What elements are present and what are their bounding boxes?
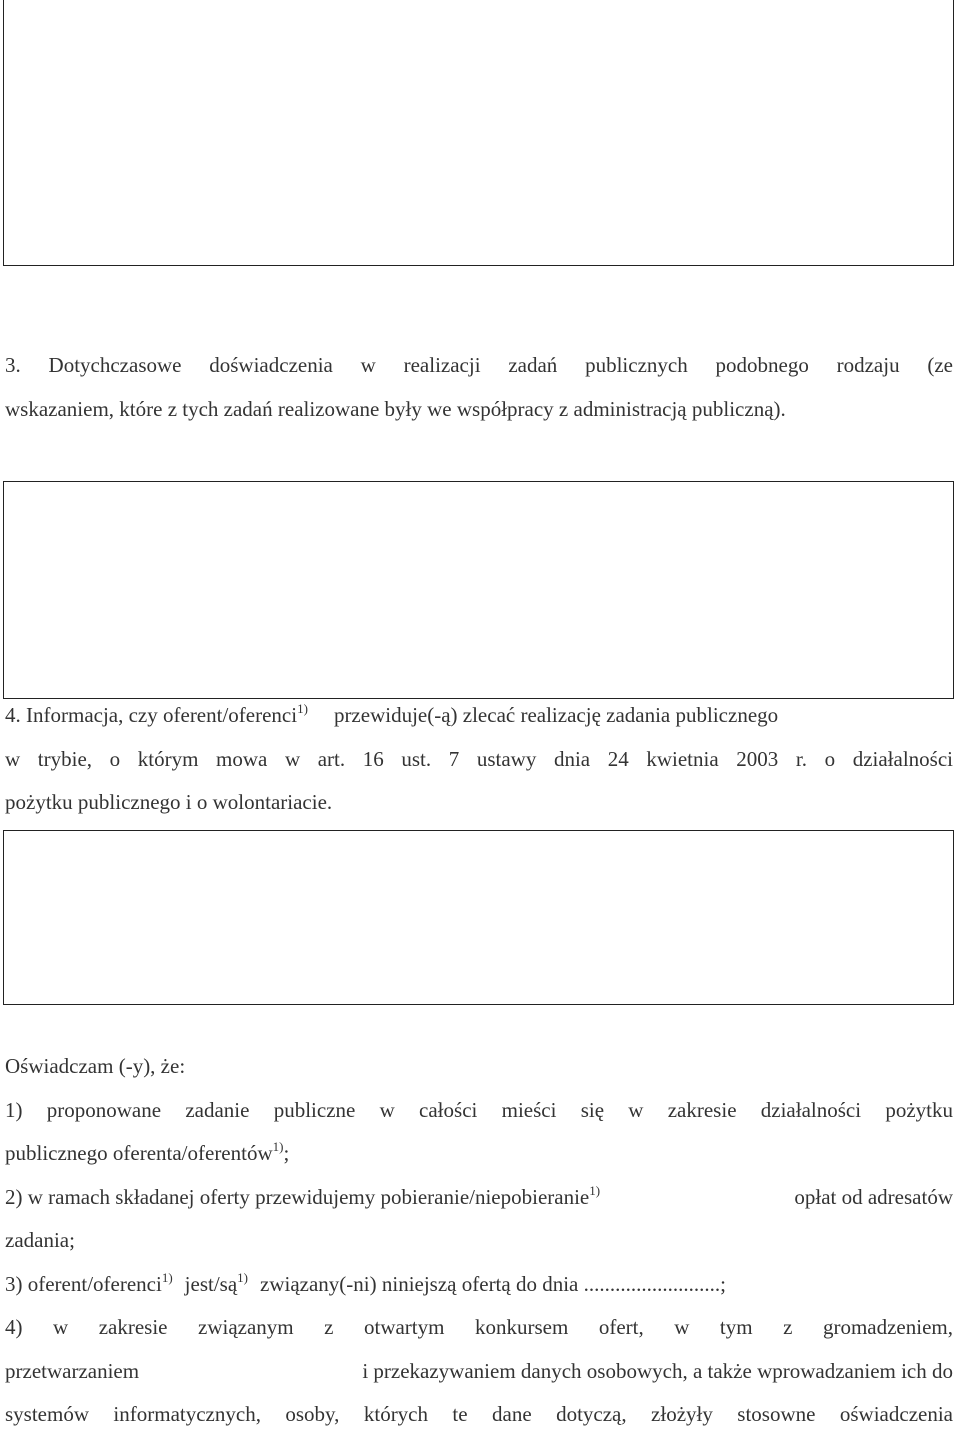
declaration-item-1-text: publicznego oferenta/oferentów	[5, 1141, 273, 1165]
declaration-item-2-text	[5, 1176, 600, 1220]
section-4-line-1	[5, 694, 953, 738]
declaration-item-4-line-2-start: przetwarzaniem	[5, 1358, 140, 1383]
footnote-ref: 1)	[161, 1269, 173, 1285]
declaration-item-2-text-end: opłat od adresatów	[794, 1184, 953, 1209]
footnote-ref: 1)	[589, 1182, 601, 1198]
declaration-item-4-line-2-end: i przekazywaniem danych osobowych, a także wprowadzaniem ich do	[362, 1358, 953, 1383]
section-4-line-1-start: 4. Informacja, czy oferent/oferenci	[5, 703, 298, 727]
section-4-line-3: pożytku publicznego i o wolontariacie.	[5, 790, 333, 814]
section-4	[5, 694, 953, 825]
declaration-item-4-line-3: systemów informatycznych, osoby, których te dane dotyczą, złożyły stosowne oświadczenia	[5, 1402, 953, 1426]
answer-box-3[interactable]	[3, 481, 954, 699]
declaration-item-3-c: związany(-ni) niniejszą ofertą do dnia ..........................;	[260, 1271, 726, 1296]
declaration-item-4-line-2	[5, 1350, 953, 1394]
answer-box-2[interactable]	[3, 0, 954, 266]
section-4-line-2: w trybie, o którym mowa w art. 16 ust. 7 ustawy dnia 24 kwietnia 2003 r. o działalności	[5, 746, 953, 771]
declaration-item-3-a: 3) oferent/oferenci	[5, 1271, 162, 1296]
declaration-item-4-line-1: 4) w zakresie związanym z otwartym konkursem ofert, w tym z gromadzeniem,	[5, 1315, 953, 1339]
declaration-item-2-text-start: 2) w ramach składanej oferty przewidujemy pobieranie/niepobieranie	[5, 1184, 590, 1209]
footnote-ref: 1)	[297, 701, 308, 716]
section-4-line-1-end: przewiduje(-ą) zlecać realizację zadania publicznego	[333, 703, 779, 727]
declaration-item-2-line-1	[5, 1176, 953, 1220]
declaration-item-1-end: ;	[283, 1141, 290, 1165]
section-3-line-2: wskazaniem, które z tych zadań realizowane były we współpracy z administracją publiczną).	[5, 396, 786, 421]
declaration-item-1-line-2	[5, 1132, 953, 1176]
declaration	[5, 1045, 953, 1437]
declaration-item-3	[5, 1263, 953, 1307]
footnote-ref: 1)	[237, 1269, 249, 1285]
declaration-item-2-line-2: zadania;	[5, 1228, 75, 1252]
answer-box-4[interactable]	[3, 830, 954, 1005]
footnote-ref: 1)	[272, 1139, 284, 1154]
declaration-item-1-line-1: 1) proponowane zadanie publiczne w całości mieści się w zakresie działalności pożytku	[5, 1097, 953, 1122]
section-3-line-1: 3. Dotychczasowe doświadczenia w realizacji zadań publicznych podobnego rodzaju (ze	[5, 353, 953, 377]
declaration-heading: Oświadczam (-y), że:	[5, 1054, 186, 1078]
section-3	[5, 344, 953, 431]
declaration-item-3-b: jest/są	[184, 1271, 238, 1296]
